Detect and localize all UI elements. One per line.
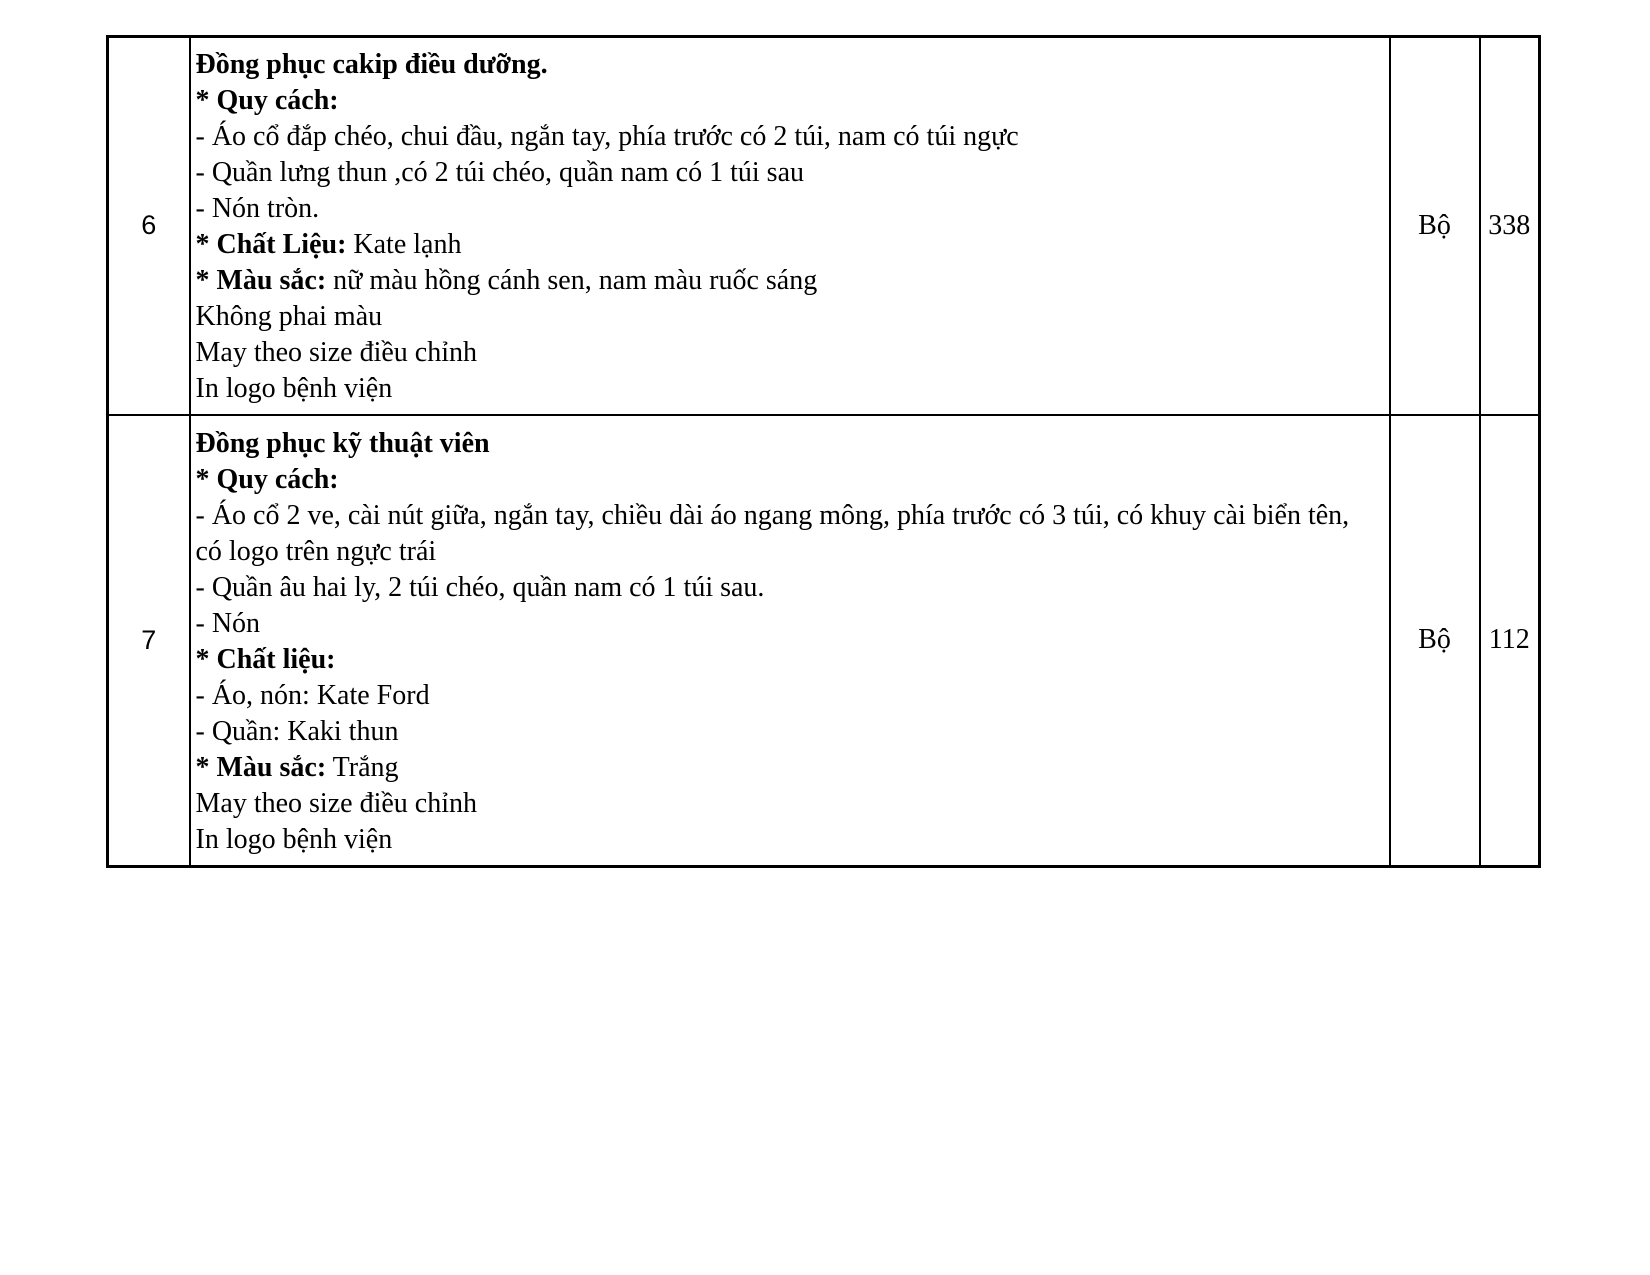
spec-line <box>196 678 1383 714</box>
spec-line-text: - Áo, nón: Kate Ford <box>195 679 430 711</box>
table-row <box>108 415 1540 867</box>
quantity-cell <box>1480 37 1540 415</box>
spec-line <box>196 714 1383 750</box>
spec-line-text: - Quần âu hai ly, 2 túi chéo, quần nam có 1 túi sau. <box>195 571 765 603</box>
unit-cell <box>1390 37 1480 415</box>
spec-line <box>196 119 1383 155</box>
row-number: 6 <box>141 210 157 241</box>
spec-line-text: nữ màu hồng cánh sen, nam màu ruốc sáng <box>326 265 818 297</box>
table-body <box>108 37 1540 867</box>
spec-line <box>196 47 1383 83</box>
spec-line <box>196 498 1383 570</box>
spec-line <box>196 191 1383 227</box>
spec-line-text: - Quần lưng thun ,có 2 túi chéo, quần nam có 1 túi sau <box>195 157 804 189</box>
spec-line <box>196 335 1383 371</box>
spec-line-text: Trắng <box>326 751 399 783</box>
spec-line <box>196 570 1383 606</box>
spec-line-bold: * Chất Liệu: <box>195 229 347 261</box>
spec-line-text: In logo bệnh viện <box>195 823 393 855</box>
uniform-spec-table <box>106 35 1541 868</box>
spec-line <box>196 786 1383 822</box>
table-row <box>108 37 1540 415</box>
spec-line <box>196 299 1383 335</box>
spec-line-bold: * Quy cách: <box>195 463 339 495</box>
row-number-cell <box>108 415 190 867</box>
spec-line <box>196 642 1383 678</box>
unit-label: Bộ <box>1418 624 1451 656</box>
spec-line-bold: Đồng phục kỹ thuật viên <box>195 427 490 459</box>
spec-line-bold: * Chất liệu: <box>195 643 336 675</box>
row-number-cell <box>108 37 190 415</box>
description-cell <box>190 415 1390 867</box>
row-number: 7 <box>141 624 157 655</box>
spec-line <box>196 462 1383 498</box>
quantity-cell <box>1480 415 1540 867</box>
spec-line-text: - Áo cổ 2 ve, cài nút giữa, ngắn tay, chiều dài áo ngang mông, phía trước có 3 túi, có khuy cài biển tên, có logo trên ngực trái <box>195 499 1350 567</box>
spec-line <box>196 263 1383 299</box>
spec-line-text: - Nón <box>195 607 261 639</box>
spec-line-text: May theo size điều chỉnh <box>195 787 477 819</box>
spec-line-text: - Nón tròn. <box>195 193 320 225</box>
description-cell <box>190 37 1390 415</box>
spec-line-text: - Quần: Kaki thun <box>195 715 399 747</box>
spec-line <box>196 750 1383 786</box>
spec-line-text: Kate lạnh <box>346 229 462 261</box>
spec-line-bold: Đồng phục cakip điều dưỡng. <box>195 49 548 81</box>
spec-line-text: May theo size điều chỉnh <box>195 337 477 369</box>
unit-cell <box>1390 415 1480 867</box>
spec-line <box>196 155 1383 191</box>
spec-line-text: Không phai màu <box>195 301 383 333</box>
spec-line-bold: * Màu sắc: <box>195 751 327 783</box>
spec-line <box>196 822 1383 858</box>
spec-line <box>196 227 1383 263</box>
spec-line <box>196 371 1383 407</box>
spec-line <box>196 426 1383 462</box>
spec-line-text: In logo bệnh viện <box>195 373 393 405</box>
spec-line-bold: * Màu sắc: <box>195 265 327 297</box>
quantity-value: 112 <box>1488 624 1530 656</box>
spec-line-text: - Áo cổ đắp chéo, chui đầu, ngắn tay, phía trước có 2 túi, nam có túi ngực <box>195 121 1019 153</box>
spec-line <box>196 83 1383 119</box>
spec-line-bold: * Quy cách: <box>195 85 339 117</box>
unit-label: Bộ <box>1418 209 1451 241</box>
spec-line <box>196 606 1383 642</box>
quantity-value: 338 <box>1488 209 1531 241</box>
